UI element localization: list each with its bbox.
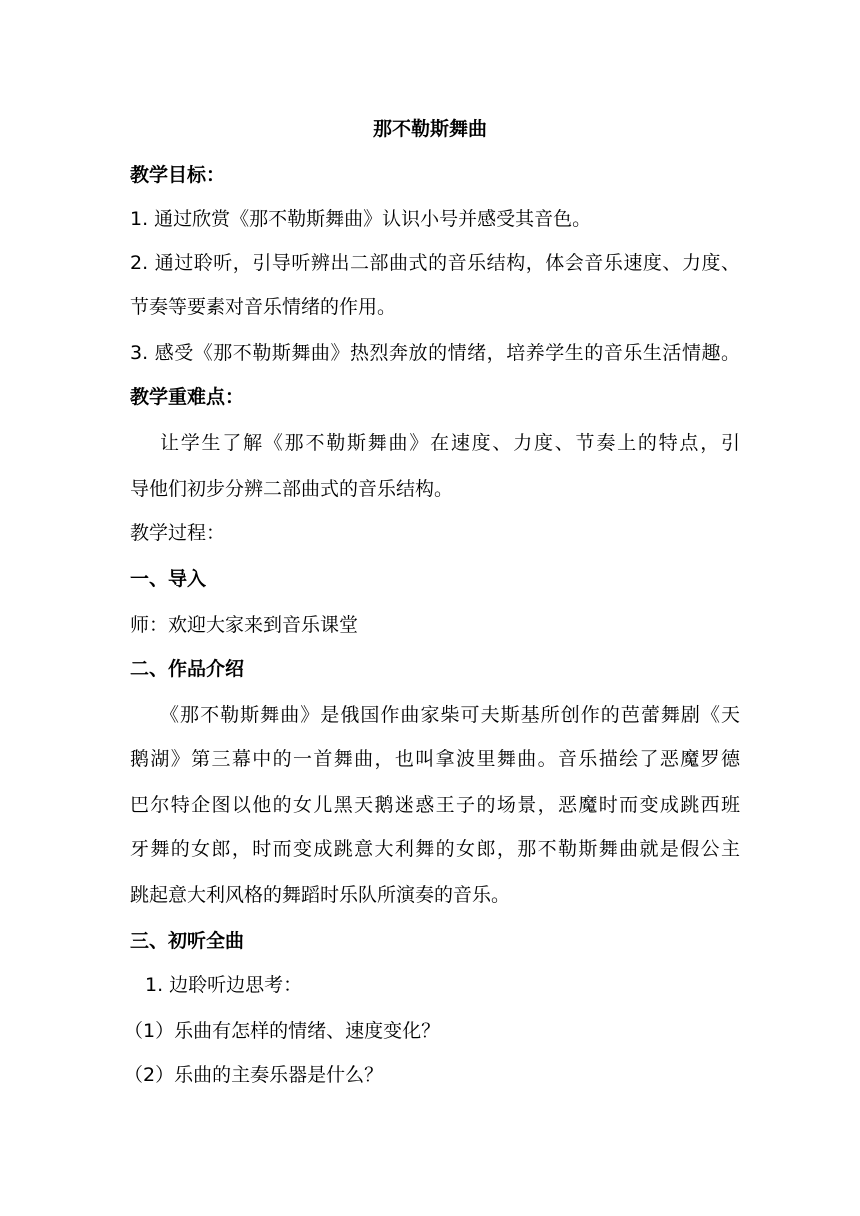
work-intro-line-1: 《那不勒斯舞曲》是俄国作曲家柴可夫斯基所创作的芭蕾舞剧《天 xyxy=(160,704,740,726)
work-intro-line-5: 跳起意大利风格的舞蹈时乐队所演奏的音乐。 xyxy=(130,884,511,906)
intro-line: 师：欢迎大家来到音乐课堂 xyxy=(130,614,359,636)
section-3-heading: 三、初听全曲 xyxy=(130,930,245,952)
process-heading: 教学过程： xyxy=(130,522,226,544)
document-title: 那不勒斯舞曲 xyxy=(372,118,487,140)
section-2-heading: 二、作品介绍 xyxy=(130,658,245,680)
goals-heading: 教学目标： xyxy=(130,164,226,186)
question-2: （2）乐曲的主奏乐器是什么？ xyxy=(124,1064,384,1086)
goal-1: 1. 通过欣赏《那不勒斯舞曲》认识小号并感受其音色。 xyxy=(130,208,592,230)
goal-3: 3. 感受《那不勒斯舞曲》热烈奔放的情绪，培养学生的音乐生活情趣。 xyxy=(130,342,740,364)
key-points-line-1: 让学生了解《那不勒斯舞曲》在速度、力度、节奏上的特点，引 xyxy=(160,432,740,454)
key-points-line-2: 导他们初步分辨二部曲式的音乐结构。 xyxy=(130,478,454,500)
goal-2-line-1: 2. 通过聆听，引导听辨出二部曲式的音乐结构，体会音乐速度、力度、 xyxy=(130,252,740,274)
question-1: （1）乐曲有怎样的情绪、速度变化？ xyxy=(124,1020,441,1042)
work-intro-line-2: 鹅湖》第三幕中的一首舞曲，也叫拿波里舞曲。音乐描绘了恶魔罗德 xyxy=(130,748,740,770)
work-intro-line-3: 巴尔特企图以他的女儿黑天鹅迷惑王子的场景，恶魔时而变成跳西班 xyxy=(130,794,740,816)
goal-2-line-2: 节奏等要素对音乐情绪的作用。 xyxy=(130,296,397,318)
listen-prompt: 1. 边聆听边思考： xyxy=(145,974,303,996)
work-intro-line-4: 牙舞的女郎，时而变成跳意大利舞的女郎，那不勒斯舞曲就是假公主 xyxy=(130,838,740,860)
key-points-heading: 教学重难点： xyxy=(130,386,245,408)
section-1-heading: 一、导入 xyxy=(130,568,207,590)
